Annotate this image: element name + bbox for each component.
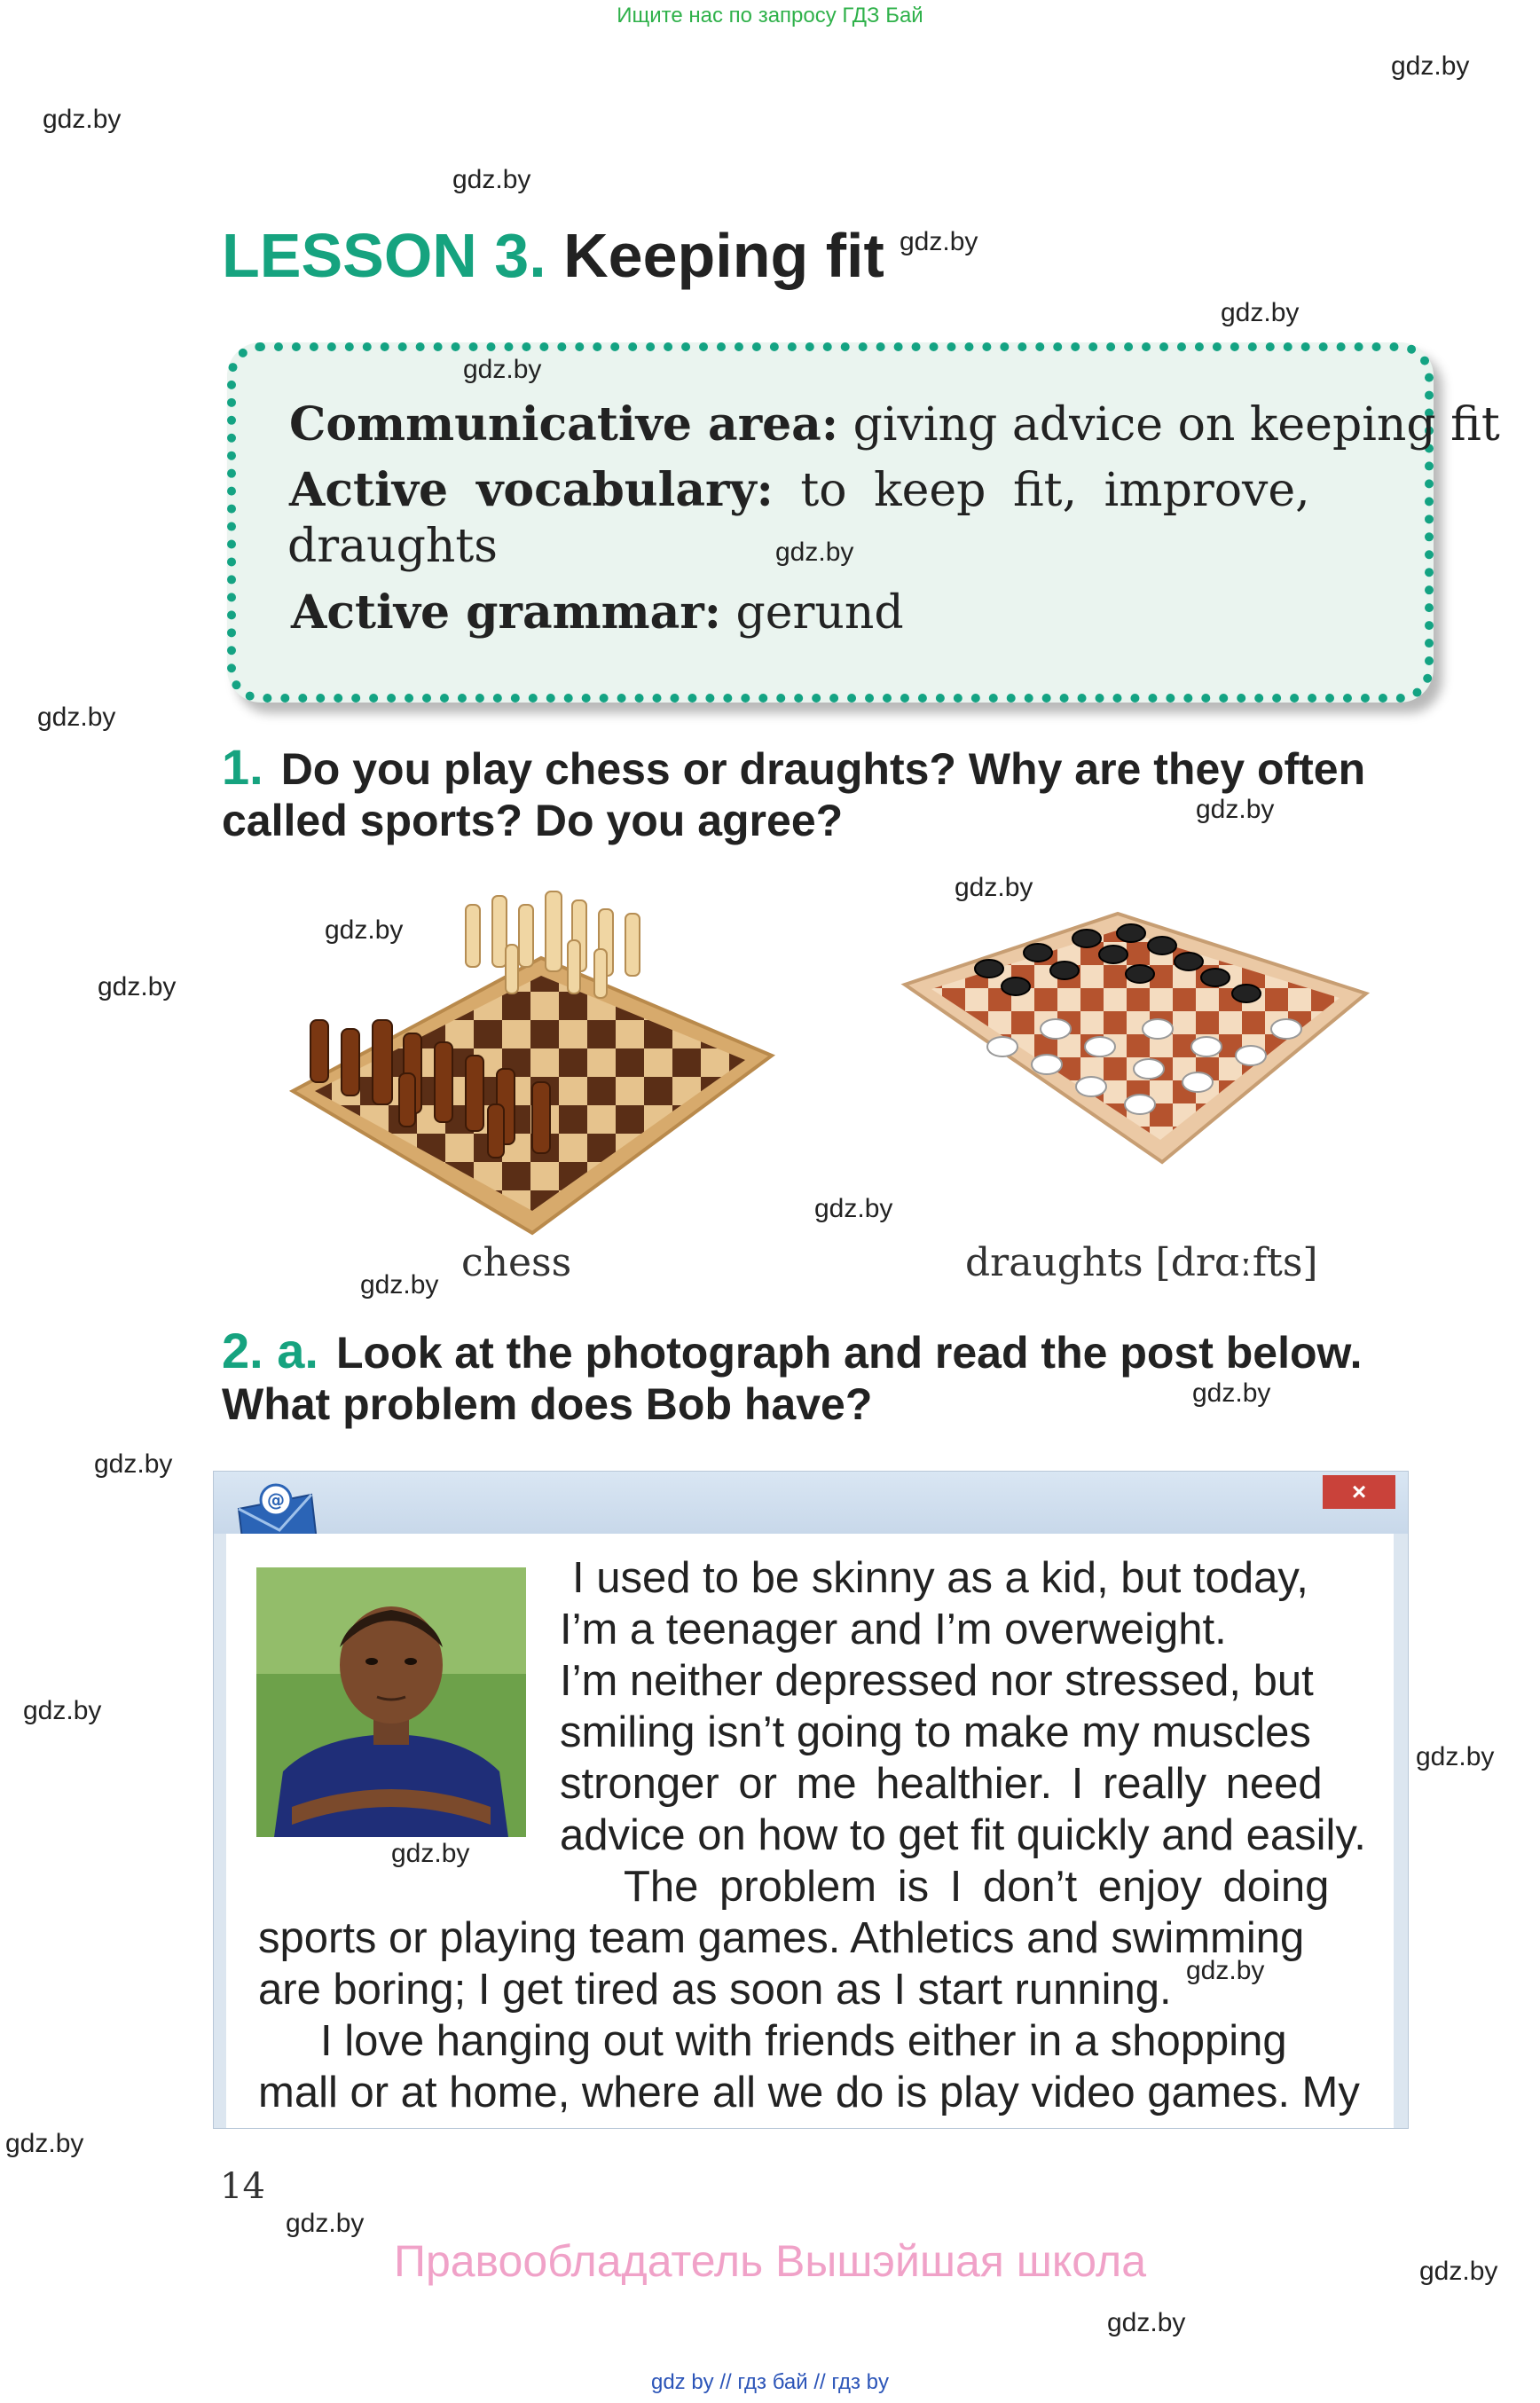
watermark: gdz.by [98,972,177,1001]
watermark: gdz.by [325,915,404,945]
watermark: gdz.by [94,1449,173,1479]
watermark: gdz.by [955,873,1033,902]
window-titlebar [214,1472,1408,1534]
watermark: gdz.by [1416,1742,1495,1771]
watermark: gdz.by [1186,1956,1265,1985]
watermark: gdz.by [1391,51,1470,81]
post-line: smiling isn’t going to make my muscles [560,1708,1311,1756]
communicative-label: Communicative area: [289,397,839,452]
watermark: gdz.by [775,538,854,567]
watermark: gdz.by [23,1696,102,1725]
post-line: I’m a teenager and I’m overweight. [560,1606,1227,1653]
watermark: gdz.by [360,1270,439,1300]
task-1-number: 1. [222,739,263,795]
watermark: gdz.by [5,2129,84,2158]
grammar-text: gerund [735,586,904,640]
post-line: advice on how to get fit quickly and easily. [560,1811,1366,1859]
watermark: gdz.by [286,2209,365,2238]
post-line: stronger or me healthier. I really need [560,1760,1323,1808]
lesson-info-box [227,342,1500,703]
chess-caption: chess [461,1240,572,1285]
task-2-line2: What problem does Bob have? [222,1379,873,1429]
post-line: I love hanging out with friends either in a shopping [320,2017,1287,2065]
grammar-label: Active grammar: [291,585,721,640]
communicative-area [289,397,1500,452]
email-window [213,1471,1409,2129]
post-line: are boring; I get tired as soon as I start running. [258,1966,1172,2014]
chess-board-image [275,878,781,1242]
post-line: I used to be skinny as a kid, but today, [572,1554,1308,1602]
footer-links[interactable]: gdz by // гдз бай // гдз by [650,2370,890,2394]
watermark: gdz.by [1221,298,1300,327]
vocabulary-label: Active vocabulary: [289,463,774,517]
search-note: Ищите нас по запросу ГДЗ Бай [617,4,923,27]
communicative-text: giving advice on keeping fit [852,398,1500,452]
watermark: gdz.by [1196,795,1275,824]
task-1-line2: called sports? Do you agree? [222,796,844,845]
watermark: gdz.by [1419,2257,1498,2286]
task-2-line1: Look at the photograph and read the post below. [335,1328,1363,1378]
active-vocabulary [289,463,1310,517]
watermark: gdz.by [43,105,122,134]
watermark: gdz.by [463,355,542,384]
watermark: gdz.by [1107,2308,1186,2337]
vocabulary-text: to keep fit, improve, [800,464,1310,517]
copyright-notice: Правообладатель Вышэйшая школа [394,2236,1146,2286]
draughts-board-image [896,896,1375,1198]
watermark: gdz.by [900,227,978,256]
post-line: mall or at home, where all we do is play video games. My [258,2069,1360,2116]
watermark: gdz.by [452,165,531,194]
vocabulary-continuation: draughts [287,520,498,573]
svg-text:@: @ [267,1489,285,1511]
task-1-line1: Do you play chess or draughts? Why are they often [280,744,1366,794]
task-1 [222,739,1366,846]
active-grammar [291,585,904,640]
watermark: gdz.by [1192,1378,1271,1408]
close-button[interactable]: × [1323,1475,1395,1509]
post-line: The problem is I don’t enjoy doing [624,1863,1330,1911]
draughts-caption: draughts [drɑːfts] [965,1240,1318,1285]
lesson-number: LESSON 3. [222,221,546,290]
post-line: sports or playing team games. Athletics and swimming [258,1914,1305,1962]
lesson-title [222,220,884,291]
task-2-number: 2. a. [222,1323,318,1378]
task-2 [222,1325,1362,1430]
bob-photo [256,1567,526,1837]
post-body [226,1534,1394,2129]
post-line: I’m neither depressed nor stressed, but [560,1657,1314,1705]
watermark: gdz.by [37,703,116,732]
watermark: gdz.by [814,1194,893,1223]
page-number: 14 [220,2166,265,2207]
lesson-name: Keeping fit [563,221,884,290]
watermark: gdz.by [391,1839,470,1868]
